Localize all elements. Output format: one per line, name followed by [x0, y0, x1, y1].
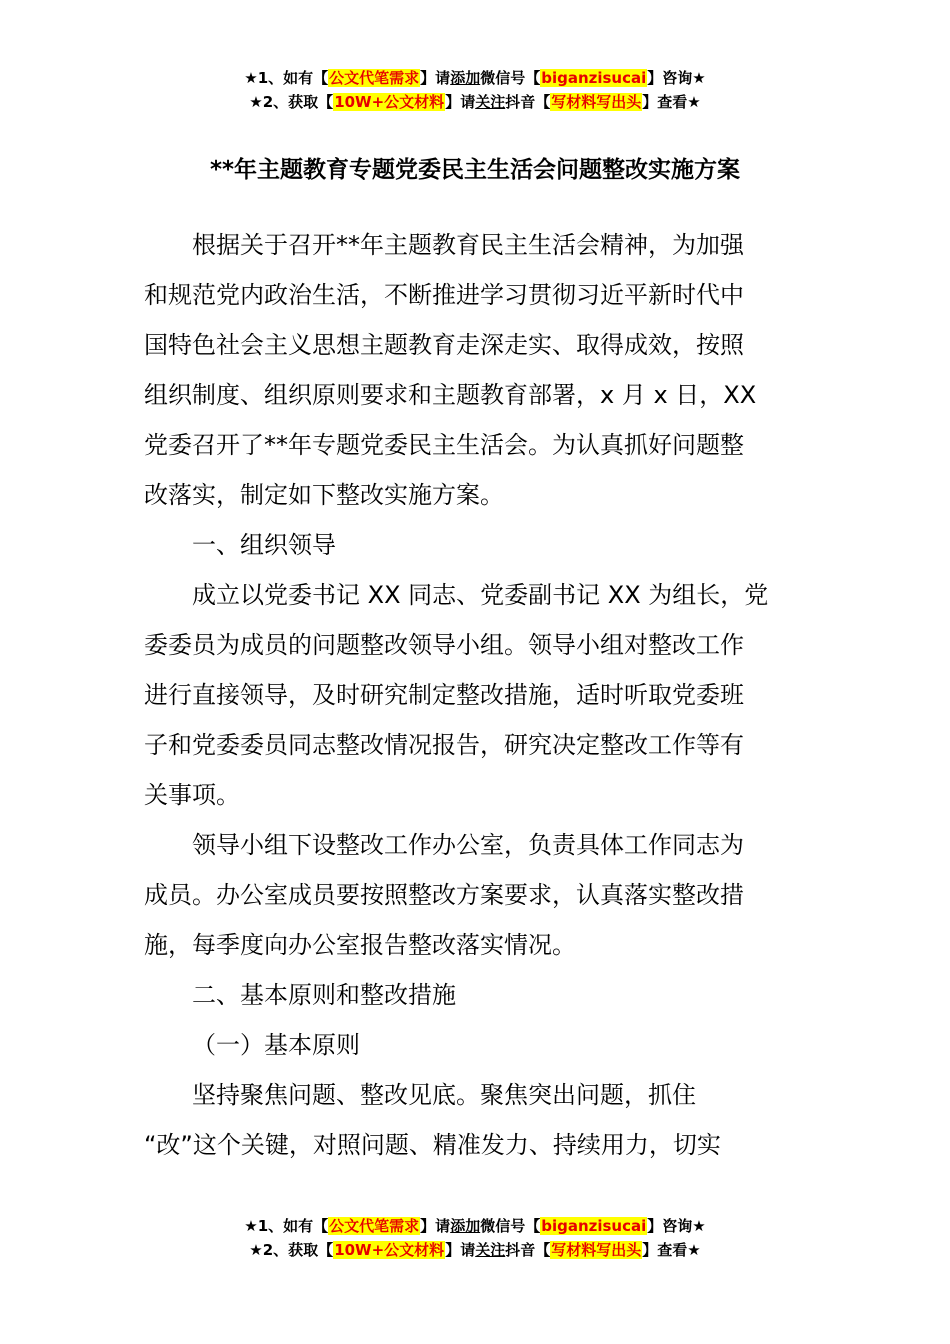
- paragraph: 成立以党委书记 XX 同志、党委副书记 XX 为组长，党 委委员为成员的问题整改领导小组。领导小组对整改工作 进行直接领导，及时研究制定整改措施，适时听取党委班 子和党委委员同志整改情况报告，研究决定整改工作等有 关事项。: [144, 581, 769, 809]
- section-heading: 二、基本原则和整改措施: [192, 981, 456, 1009]
- banner-highlight: 写材料写出头: [551, 93, 642, 111]
- paragraph: 坚持聚焦问题、整改见底。聚焦突出问题，抓住 “改”这个关键，对照问题、精准发力、持续用力，切实: [144, 1081, 721, 1159]
- banner-highlight: 公文代笔需求: [329, 1217, 420, 1235]
- document-title: **年主题教育专题党委民主生活会问题整改实施方案: [209, 157, 741, 183]
- banner-highlight: biganzisucai: [541, 1217, 647, 1235]
- subsection-heading: （一）基本原则: [192, 1031, 360, 1059]
- header-banner: [0, 66, 950, 114]
- footer-banner: [0, 1214, 950, 1262]
- banner-highlight: 写材料写出头: [551, 1241, 642, 1259]
- document-body: [144, 220, 804, 1170]
- banner-line-1: ★1、如有【公文代笔需求】请添加微信号【biganzisucai】咨询★: [244, 1217, 706, 1235]
- paragraph: 根据关于召开**年主题教育民主生活会精神，为加强 和规范党内政治生活，不断推进学习贯彻习近平新时代中 国特色社会主义思想主题教育走深走实、取得成效，按照 组织制度、组织原则要求和主题教育部署，x 月 x 日，XX 党委召开了**年专题党委民主生活会。为认真抓好问题整 改落实，制定如下整改实施方案。: [144, 231, 757, 509]
- banner-highlight: 10W+公文材料: [334, 1241, 445, 1259]
- banner-highlight: 10W+公文材料: [334, 93, 445, 111]
- banner-highlight: 公文代笔需求: [329, 69, 420, 87]
- banner-line-2: ★2、获取【10W+公文材料】请关注抖音【写材料写出头】查看★: [249, 1241, 701, 1259]
- banner-highlight: biganzisucai: [541, 69, 647, 87]
- section-heading: 一、组织领导: [192, 531, 336, 559]
- banner-line-1: ★1、如有【公文代笔需求】请添加微信号【biganzisucai】咨询★: [244, 69, 706, 87]
- paragraph: 领导小组下设整改工作办公室，负责具体工作同志为 成员。办公室成员要按照整改方案要求，认真落实整改措 施，每季度向办公室报告整改落实情况。: [144, 831, 744, 959]
- banner-line-2: ★2、获取【10W+公文材料】请关注抖音【写材料写出头】查看★: [249, 93, 701, 111]
